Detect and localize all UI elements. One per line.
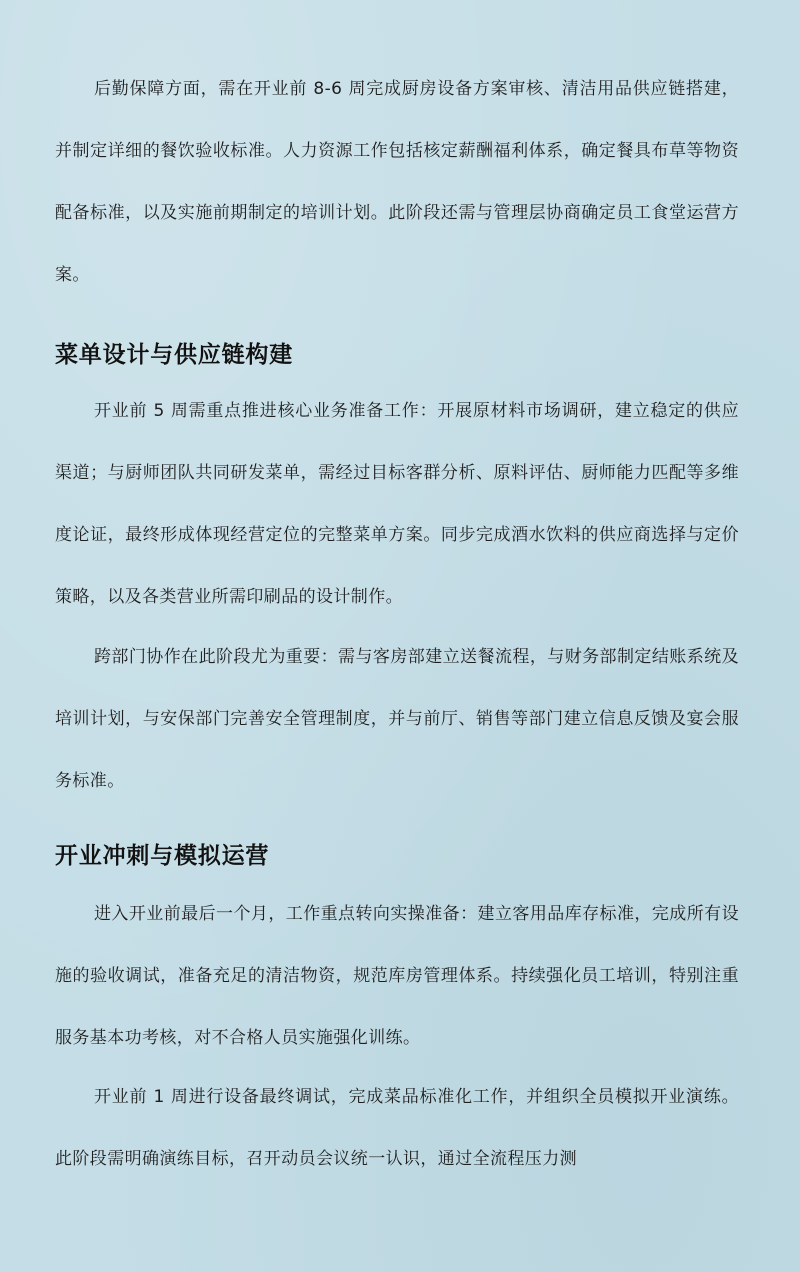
- paragraph-final-week: 开业前 1 周进行设备最终调试，完成菜品标准化工作，并组织全员模拟开业演练。此阶段需明确演练目标，召开动员会议统一认识，通过全流程压力测: [55, 1087, 739, 1169]
- paragraph-menu-design: 开业前 5 周需重点推进核心业务准备工作：开展原材料市场调研，建立稳定的供应渠道；与厨师团队共同研发菜单，需经过目标客群分析、原料评估、厨师能力匹配等多维度论证，最终形成体现经营定位的完整菜单方案。同步完成酒水饮料的供应商选择与定价策略，以及各类营业所需印刷品的设计制作。: [55, 401, 739, 607]
- paragraph-cross-department: 跨部门协作在此阶段尤为重要：需与客房部建立送餐流程，与财务部制定结账系统及培训计划，与安保部门完善安全管理制度，并与前厅、销售等部门建立信息反馈及宴会服务标准。: [55, 647, 739, 791]
- paragraph-final-month: 进入开业前最后一个月，工作重点转向实操准备：建立客用品库存标准，完成所有设施的验收调试，准备充足的清洁物资，规范库房管理体系。持续强化员工培训，特别注重服务基本功考核，对不合格人员实施强化训练。: [55, 904, 739, 1048]
- heading-opening-sprint: 开业冲刺与模拟运营: [55, 843, 270, 869]
- heading-menu-supply-chain: 菜单设计与供应链构建: [55, 342, 293, 368]
- paragraph-logistics: 后勤保障方面，需在开业前 8-6 周完成厨房设备方案审核、清洁用品供应链搭建，并制定详细的餐饮验收标准。人力资源工作包括核定薪酬福利体系，确定餐具布草等物资配备标准，以及实施前期制定的培训计划。此阶段还需与管理层协商确定员工食堂运营方案。: [55, 79, 739, 285]
